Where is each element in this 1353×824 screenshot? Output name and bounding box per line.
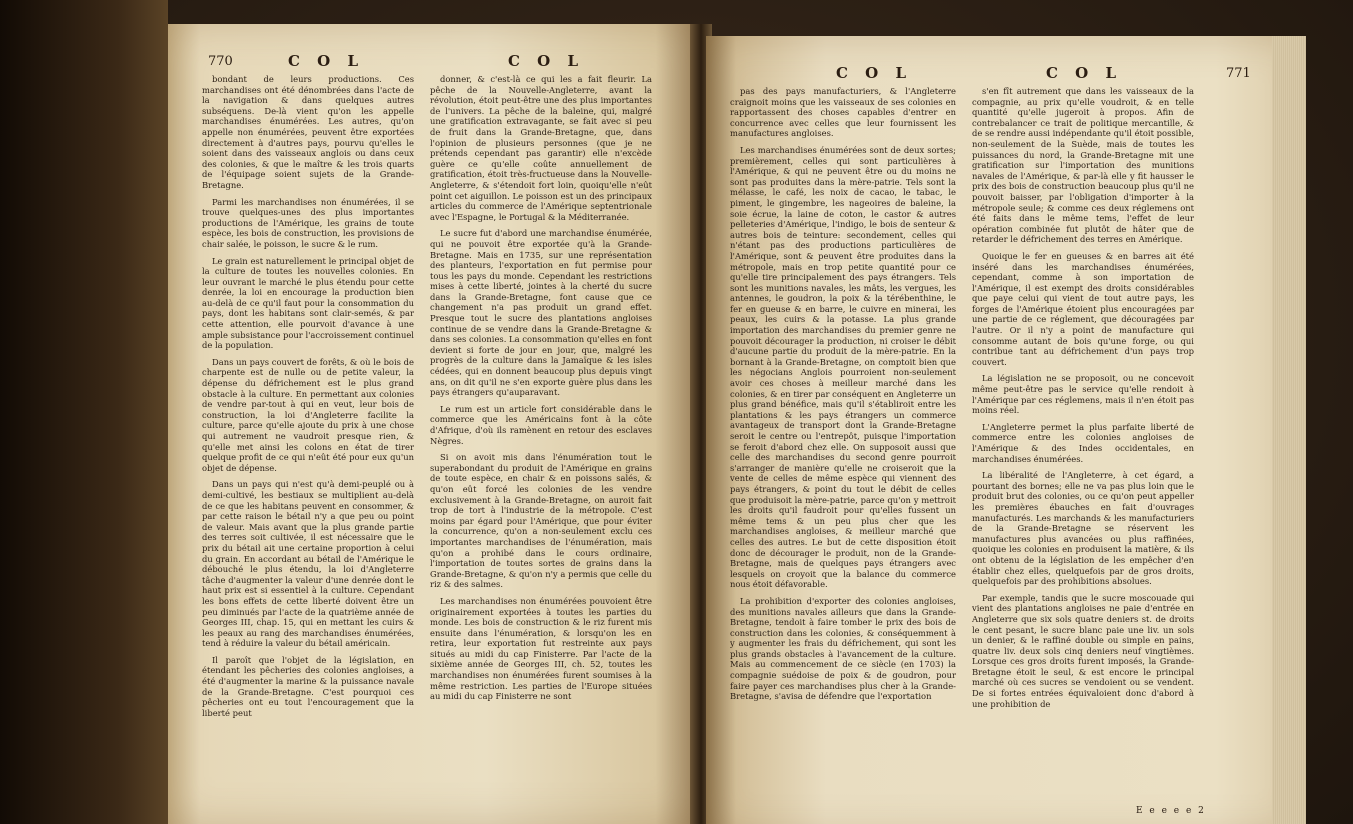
paragraph: s'en fît autrement que dans les vaisseaux de la compagnie, au prix qu'elle voudroit, & en telle quantité qu'elle jugeroit à propos. Afin de contrebalancer ce trait de politique mercantille, & de se rendre aussi indépendante qu'il étoit possible, non-seulement de la Suède, mais de toutes les puissances du nord, la Grande-Bretagne mit une gratification sur l'importation des munitions navales de l'Amérique, & par-là elle y fit hausser le prix des bois de construction beaucoup plus qu'il ne pouvoit baisser, par l'obligation d'importer à la métropole seule; & comme ces deux réglemens ont été faits dans le même tems, l'effet de leur opération combinée fut plutôt de hâter que de retarder le défrichement des terres en Amérique. [972,86,1194,245]
paragraph: L'Angleterre permet la plus parfaite liberté de commerce entre les colonies angloises de l'Amérique & des Indes occidentales, en marchandises énumérées. [972,421,1194,464]
paragraph: Si on avoit mis dans l'énumération tout le superabondant du produit de l'Amérique en grains de toute espèce, en chair & en poissons salés, & qu'on eût forcé les colonies de les vendre exclusivement à la Grande-Bretagne, on auroit fait trop de tort à l'industrie de la métropole. C'est moins par égard pour l'Amérique, que pour éviter la concurrence, qu'on a non-seulement exclu ces importantes marchandises de l'énumération, mais qu'on a prohibé dans le cours ordinaire, l'importation de toutes sortes de grains dans la Grande-Bretagne, & qu'on n'y a permis que celle du riz & des salmes. [430,452,652,590]
running-head-right-1: C O L [836,64,912,82]
paragraph: Dans un pays couvert de forêts, & où le bois de charpente est de nulle ou de petite valeur, la dépense du défrichement est le plus grand obstacle à la culture. En permettant aux colonies de vendre par-tout à qui en veut, leur bois de construction, la loi d'Angleterre facilite la culture, parce qu'elle ajoute du prix à une chose qui autrement ne vaudroit presque rien, & qu'elle met ainsi les colons en état de tirer quelque profit de ce qui n'eût été pour eux qu'un objet de dépense. [202,356,414,473]
paragraph: Quoique le fer en gueuses & en barres ait été inséré dans les marchandises énumérées, cependant, comme à son importation de l'Amérique, il est exempt des droits considérables que paye celui qui vient de tout autre pays, les forges de l'Amérique étoient plus encouragées par une partie de ce réglement, que découragées par l'autre. Or il n'y a point de manufacture qui consomme autant de bois qu'une forge, ou qui contribue tant au défrichement d'un pays trop couvert. [972,250,1194,367]
left-page [168,24,698,824]
paragraph: Le rum est un article fort considérable dans le commerce que les Américains font à la côte d'Afrique, d'où ils ramènent en retour des esclaves Nègres. [430,403,652,446]
left-page-column-1 [202,74,414,724]
running-head-left-2: C O L [508,52,584,70]
paragraph: pas des pays manufacturiers, & l'Angleterre craignoit moins que les vaisseaux de ses colonies en rapportassent des choses capables d'entrer en concurrence avec celles que leur fournissent les manufactures angloises. [730,86,956,139]
paragraph: Le grain est naturellement le principal objet de la culture de toutes les nouvelles colonies. En leur ouvrant le marché le plus étendu pour cette denrée, la loi en encourage la production bien au-delà de ce qu'il faut pour la consommation du pays, dont les habitans sont clair-semés, & par cette attention, elle pourvoit d'avance à une ample subsistance pour l'accroissement continuel de la population. [202,255,414,351]
paragraph: Dans un pays qui n'est qu'à demi-peuplé ou à demi-cultivé, les bestiaux se multiplient au-delà de ce que les habitans peuvent en consommer, & par cette raison le bétail n'y a que peu ou point de valeur. Mais avant que la plus grande partie des terres soit cultivée, il est nécessaire que le prix du bétail ait une certaine proportion à celui du grain. En accordant au bétail de l'Amérique le débouché le plus étendu, la loi d'Angleterre tâche d'augmenter la valeur d'une denrée dont le haut prix est si essentiel à la culture. Cependant les bons effets de cette liberté doivent être un peu diminués par l'acte de la quatrième année de Georges III, chap. 15, qui en mettant les cuirs & les peaux au rang des marchandises énumérées, tend à réduire la valeur du bétail américain. [202,479,414,649]
paragraph: La libéralité de l'Angleterre, à cet égard, a pourtant des bornes; elle ne va pas plus loin que le produit brut des colonies, ou ce qu'on peut appeller les premières ébauches en fait d'ouvrages manufacturés. Les marchands & les manufacturiers de la Grande-Bretagne se réservent les manufactures plus avancées ou plus raffinées, quoique les colonies en produisent la matière, & ils ont obtenu de la législation de les empêcher d'en établir chez elles, quelquefois par de gros droits, quelquefois par des prohibitions absolues. [972,470,1194,587]
right-page-column-2 [972,86,1194,715]
page-number-right: 771 [1226,66,1251,81]
paragraph: Les marchandises non énumérées pouvoient être originairement exportées à toutes les parties du monde. Les bois de construction & le riz furent mis ensuite dans l'énumération, & lorsqu'on les en retira, leur exportation fut restreinte aux pays situés au midi du cap Finisterre. Par l'acte de la sixième année de Georges III, ch. 52, toutes les marchandises non énumérées furent soumises à la même restriction. Les parties de l'Europe situées au midi du cap Finisterre ne sont [430,595,652,702]
paragraph: La prohibition d'exporter des colonies angloises, des munitions navales ailleurs que dans la Grande-Bretagne, tendoit à faire tomber le prix des bois de construction dans les colonies, & conséquemment à y augmenter les frais du défrichement, qui sont les plus grands obstacles à l'avancement de la culture. Mais au commencement de ce siècle (en 1703) la compagnie suédoise de poix & de goudron, pour faire payer ces marchandises plus cher à la Grande-Bretagne, s'avisa de défendre que l'exportation [730,595,956,702]
book-cover-left [0,0,168,824]
signature-mark: E e e e e 2 [1136,806,1206,816]
right-page-header [706,44,1306,84]
right-page-column-1 [730,86,956,708]
left-page-column-2 [430,74,652,708]
paragraph: Les marchandises énumérées sont de deux sortes; premièrement, celles qui sont particulières à l'Amérique, & qui ne peuvent être ou du moins ne sont pas produites dans la mère-patrie. Tels sont la mélasse, le café, les noix de cacao, le tabac, le piment, le gingembre, les nageoires de baleine, la soie écrue, la laine de coton, le castor & autres pelleteries d'Amérique, l'indigo, le bois de senteur & autres bois de teinture: secondement, celles qui n'étant pas des productions particulières de l'Amérique, sont & peuvent être produites dans la métropole, mais en trop petite quantité pour ce qu'elle tire principalement des pays étrangers. Tels sont les munitions navales, les mâts, les vergues, les antennes, le goudron, la poix & la térébenthine, le fer en gueuse & en barre, le cuivre en minerai, les peaux, les cuirs & la potasse. La plus grande importation des marchandises du premier genre ne pouvoit décourager la production, ni croiser le débit d'aucune partie du produit de la mère-patrie. En la bornant à la Grande-Bretagne, on comptoit bien que les négocians Anglois pourroient non-seulement avoir ces choses à meilleur marché dans les colonies, & en tirer par conséquent en Angleterre un plus grand bénéfice, mais qu'il s'établiroit entre les plantations & les pays étrangers un commerce avantageux de transport dont la Grande-Bretagne seroit le centre ou l'entrepôt, puisque l'importation se feroit d'abord chez elle. On supposoit aussi que celle des marchandises du second genre pourroit s'arranger de manière qu'elle ne croiseroit que la vente de celles de même espèce qui viennent des pays étrangers, & point du tout le débit de celles que produisoit la mère-patrie, parce qu'on y mettroit les droits qu'il faudroit pour qu'elles fussent un même tems & un peu plus cher que les marchandises angloises, & meilleur marché que celles des autres. Le but de cette disposition étoit donc de décourager le produit, non de la Grande-Bretagne, mais de quelques pays étrangers avec lesquels on croyoit que la balance du commerce nous étoit défavorable. [730,144,956,590]
left-page-header [168,32,698,72]
paragraph: bondant de leurs productions. Ces marchandises ont été dénombrées dans l'acte de la navigation & dans quelques autres subséquens. De-là vient qu'on les appelle marchandises énumérées. Les autres, qu'on appelle non énumérées, peuvent être exportées directement à d'autres pays, pourvu qu'elles le soient dans des vaisseaux anglois ou dans ceux des colonies, & que le maître & les trois quarts de l'équipage soient sujets de la Grande-Bretagne. [202,74,414,190]
page-number-left: 770 [208,54,233,69]
paragraph: donner, & c'est-là ce qui les a fait fleurir. La pêche de la Nouvelle-Angleterre, avant la révolution, étoit peut-être une des plus importantes de l'univers. La pêche de la baleine, qui, malgré une gratification extravagante, se fait avec si peu de fruit dans la Grande-Bretagne, que, dans l'opinion de plusieurs personnes (que je ne prétends cependant pas garantir) elle n'excède guère ce qu'elle coûte annuellement de gratification, étoit très-fructueuse dans la Nouvelle-Angleterre, & s'étendoit fort loin, quoiqu'elle n'eût point cet aiguillon. Le poisson est un des principaux articles du commerce de l'Amérique septentrionale avec l'Espagne, le Portugal & la Méditerranée. [430,74,652,222]
running-head-left-1: C O L [288,52,364,70]
paragraph: Il paroît que l'objet de la législation, en étendant les pêcheries des colonies angloises, a été d'augmenter la marine & la puissance navale de la Grande-Bretagne. C'est pourquoi ces pêcheries ont eu tout l'encouragement que la liberté peut [202,654,414,718]
right-page [706,36,1306,824]
running-head-right-2: C O L [1046,64,1122,82]
paragraph: Par exemple, tandis que le sucre moscouade qui vient des plantations angloises ne paie d'entrée en Angleterre que six sols quatre deniers st. de droits le cent pesant, le sucre blanc paie une liv. un sols un denier, & le raffiné double ou simple en pains, quatre liv. deux sols cinq deniers neuf vingtièmes. Lorsque ces gros droits furent imposés, la Grande-Bretagne étoit le seul, & est encore le principal marché où ces sucres se vendoient ou se vendent. De si fortes entrées équivaloient donc d'abord à une prohibition de [972,592,1194,709]
paragraph: La législation ne se proposoit, ou ne concevoit même peut-être pas le service qu'elle rendoit à l'Amérique par ces réglemens, mais il n'en étoit pas moins réel. [972,373,1194,416]
paragraph: Parmi les marchandises non énumérées, il se trouve quelques-unes des plus importantes productions de l'Amérique, les grains de toute espèce, les bois de construction, les provisions de chair salée, le poisson, le sucre & le rum. [202,196,414,249]
paragraph: Le sucre fut d'abord une marchandise énumérée, qui ne pouvoit être exportée qu'à la Grande-Bretagne. Mais en 1735, sur une représentation des planteurs, l'exportation en fut permise pour tous les pays du monde. Cependant les restrictions mises à cette liberté, jointes à la cherté du sucre dans la Grande-Bretagne, font cause que ce changement n'a pas produit un grand effet. Presque tout le sucre des plantations angloises continue de se vendre dans la Grande-Bretagne & dans ses colonies. La consommation qu'elles en font devient si forte de jour en jour, que, malgré les progrès de la culture dans la Jamaïque & les isles cédées, qui en donnent beaucoup plus depuis vingt ans, on dit qu'il ne s'en exporte guère plus dans les pays étrangers qu'auparavant. [430,228,652,398]
